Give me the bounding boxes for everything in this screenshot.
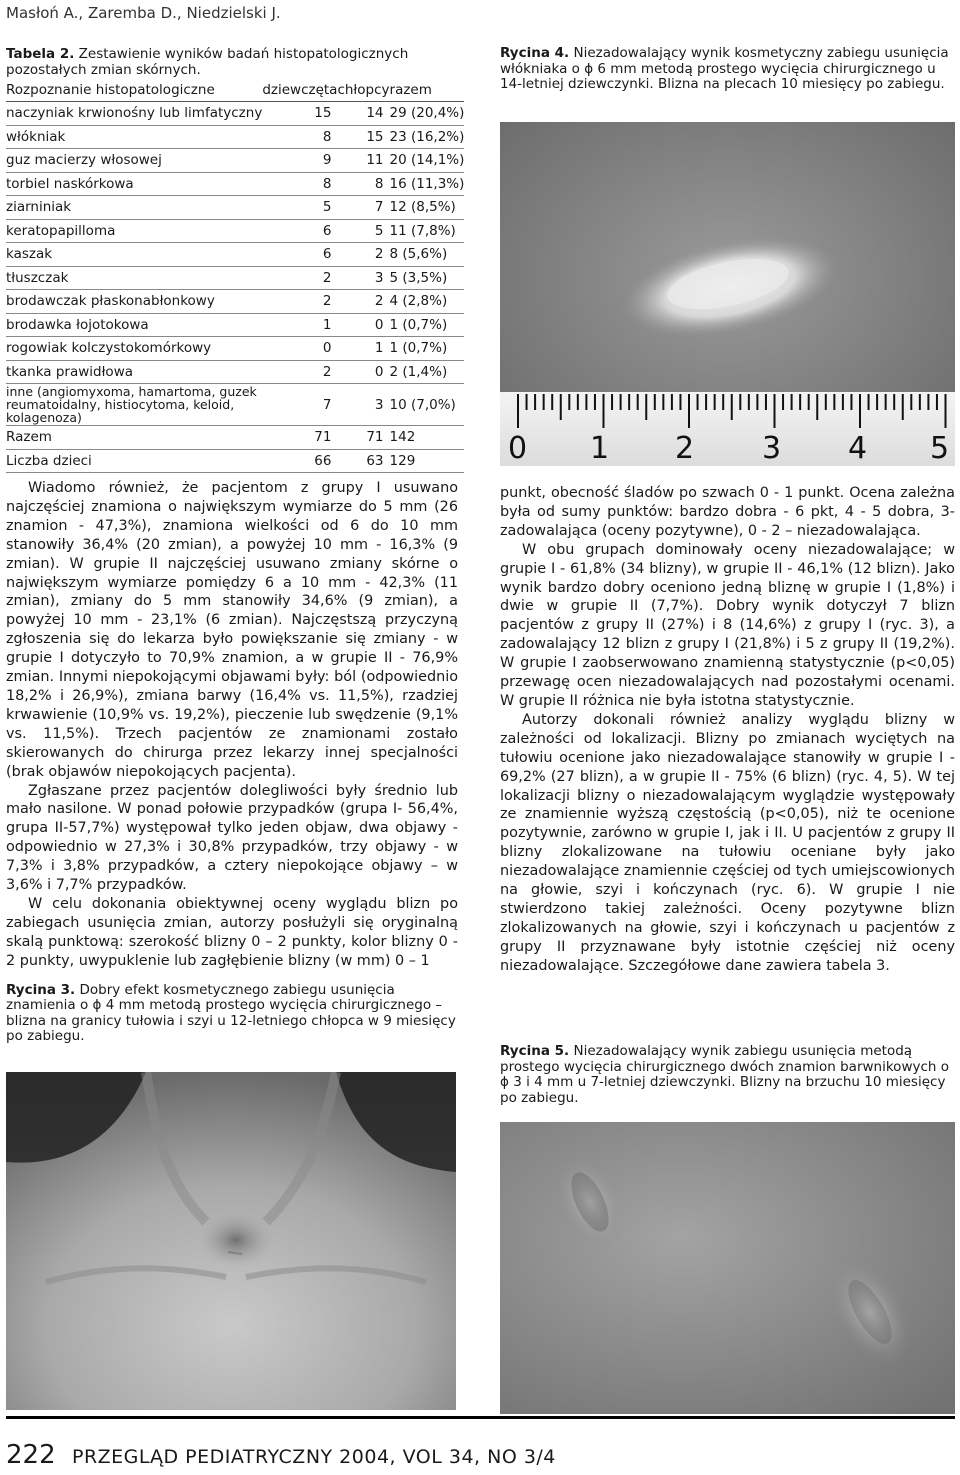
table-cell: 9 — [262, 149, 337, 173]
table-cell: 0 — [262, 337, 337, 361]
column-header: dziewczęta — [262, 80, 337, 102]
table-row — [6, 149, 464, 173]
table-cell: 15 — [262, 102, 337, 126]
table-row — [6, 102, 464, 126]
table-cell: 6 — [262, 219, 337, 243]
table-row — [6, 172, 464, 196]
table-cell: guz macierzy włosowej — [6, 149, 262, 173]
right-body-text — [500, 484, 955, 976]
table-row — [6, 313, 464, 337]
running-header: Masłoń A., Zaremba D., Niedzielski J. — [6, 4, 281, 22]
table-cell: 7 — [337, 196, 389, 220]
paragraph: W celu dokonania obiektywnej oceny wyglądu blizn po zabiegach usunięcia zmian, autorzy posłużyli się oryginalną skalą punktową: szerokość blizny 0 – 2 punkty, kolor blizny 0 - 2 punkty, uwypuklenie lub zagłębienie blizny (w mm) 0 – 1 — [6, 895, 458, 969]
results-table — [6, 80, 464, 473]
table-cell: 15 — [337, 125, 389, 149]
table-cell: 12 (8,5%) — [390, 196, 465, 220]
table-cell: 2 — [262, 266, 337, 290]
table-cell: 2 — [262, 360, 337, 384]
table-cell: torbiel naskórkowa — [6, 172, 262, 196]
ruler-number: 0 — [508, 431, 528, 466]
table-row — [6, 219, 464, 243]
table-cell: 8 (5,6%) — [390, 243, 465, 267]
table-cell: 10 (7,0%) — [390, 384, 465, 426]
footer-rule — [6, 1416, 955, 1419]
figure-label: Rycina 5. — [500, 1043, 570, 1059]
table-cell: keratopapilloma — [6, 219, 262, 243]
table-cell: 1 — [337, 337, 389, 361]
table-cell: 5 (3,5%) — [390, 266, 465, 290]
figure-caption-text: Niezadowalający wynik zabiegu usunięcia metodą prostego wycięcia chirurgicznego dwóch znamion barwnikowych o ϕ 3 i 4 mm u 7-letniej dziewczynki. Blizny na brzuchu 10 miesięcy po zabiegu. — [500, 1043, 950, 1106]
table-cell: ziarniniak — [6, 196, 262, 220]
page-number: 222 — [6, 1440, 56, 1470]
figure-3-photo — [6, 1072, 456, 1410]
table-cell: 8 — [262, 125, 337, 149]
column-header: Rozpoznanie histopatologiczne — [6, 80, 262, 102]
table-cell: 1 (0,7%) — [390, 313, 465, 337]
table-cell: 142 — [390, 426, 465, 450]
table-label: Tabela 2. — [6, 46, 75, 62]
table-cell: 2 (1,4%) — [390, 360, 465, 384]
ruler-number: 3 — [762, 431, 782, 466]
table-cell: 63 — [337, 449, 389, 473]
column-header: chłopcy — [337, 80, 389, 102]
figure-4-caption — [500, 46, 955, 93]
table-row — [6, 266, 464, 290]
table-cell: 71 — [337, 426, 389, 450]
paragraph: W obu grupach dominowały oceny niezadowalające; w grupie I - 61,8% (34 blizny), w grupie II - 46,1% (12 blizn). Jako wynik bardzo dobry oceniono jedną bliznę w grupie I (1,8%) i dwie w grupie II (7,7%). Dobry wynik dotyczył 7 blizn pacjentów z grupy II (27%) i 8 (14,6%) z grupy I (ryc. 3), a zadowalający 12 blizn z grupy I (21,8%) i 5 z grupy II (19,2%). W grupie I zaobserwowano znamienną statystycznie (p<0,05) przewagę ocen niezadowalających nad pozostałymi ocenami. W grupie II różnica nie była istotna statystycznie. — [500, 541, 955, 709]
table-cell: 71 — [262, 426, 337, 450]
paragraph: punkt, obecność śladów po szwach 0 - 1 punkt. Ocena zależna była od sumy punktów: bardzo dobra - 6 pkt, 4 - 5 dobra, 3- zadowalająca (oceny pozytywne), 0 - 2 – niezadowalająca. — [500, 485, 955, 539]
table-body — [6, 102, 464, 473]
table-header-row — [6, 80, 464, 102]
ruler-number: 1 — [590, 431, 610, 466]
ruler-number: 4 — [848, 431, 868, 466]
table-cell: 4 (2,8%) — [390, 290, 465, 314]
table-row — [6, 196, 464, 220]
figure-label: Rycina 3. — [6, 981, 76, 998]
right-column — [500, 45, 955, 1106]
table-cell: brodawka łojotokowa — [6, 313, 262, 337]
table-cell: 1 — [262, 313, 337, 337]
figure-3-caption — [6, 983, 458, 1045]
table-cell: 2 — [262, 290, 337, 314]
table-row — [6, 125, 464, 149]
table-cell: Razem — [6, 426, 262, 450]
table-cell: 11 — [337, 149, 389, 173]
back-scar-photo — [500, 122, 955, 466]
table-cell: 23 (16,2%) — [390, 125, 465, 149]
paragraph: Zgłaszane przez pacjentów dolegliwości były średnio lub mało nasilone. W ponad połowie przypadków (grupa I- 56,4%, grupa II-57,7%) występował tylko jeden objaw, dwa objawy - odpowiednio w 27,3% i 30,8% przypadków, trzy objawy - w 7,3% i 3,8% przypadków, a cztery niepokojące objawy – w 3,6% i 7,7% przypadków. — [6, 782, 458, 894]
left-column — [6, 46, 465, 1045]
table-cell: 3 — [337, 384, 389, 426]
table-cell: 29 (20,4%) — [390, 102, 465, 126]
table-cell: tkanka prawidłowa — [6, 360, 262, 384]
table-row — [6, 384, 464, 426]
neck-scar-photo — [6, 1072, 456, 1410]
table-cell: inne (angiomyxoma, hamartoma, guzek reumatoidalny, histiocytoma, keloid, kolagenoza) — [6, 384, 262, 426]
table-cell: 2 — [337, 243, 389, 267]
table-row — [6, 426, 464, 450]
table-cell: 3 — [337, 266, 389, 290]
figure-label: Rycina 4. — [500, 45, 570, 61]
ruler-number: 5 — [930, 431, 950, 466]
table-cell: Liczba dzieci — [6, 449, 262, 473]
table-row — [6, 243, 464, 267]
table-caption — [6, 46, 458, 78]
table-row — [6, 337, 464, 361]
paragraph: Wiadomo również, że pacjentom z grupy I usuwano najczęściej znamiona o największym wymiarze do 5 mm (26 znamion - 47,3%), znamiona wielkości od 6 do 10 mm stanowiły 36,4% (20 zmian), a powyżej 10 mm - 16,3% (9 zmian). W grupie II najczęściej usuwano zmiany skórne o największym wymiarze pomiędzy 6 a 10 mm - 42,3% (11 zmian), zmiany do 5 mm stanowiły 34,6% (9 zmian), a powyżej 10 mm - 23,1% (6 zmian). Najczęstszą przyczyną zgłoszenia się do lekarza było powiększanie się zmiany - w grupie I dotyczyło to 70,9% znamion, a w grupie II - 76,9% zmian. Innymi niepokojącymi objawami były: ból (odpowiednio 18,2% i 26,9%), zmiana barwy (16,4% vs. 11,5%), rzadziej krwawienie (10,9% vs. 19,2%), pieczenie lub swędzenie (9,1% vs. 11,5%). Trzech pacjentów ze znamionami zostało skierowanych do chirurga przez lekarzy innej specjalności (brak objawów niepokojących pacjenta). — [6, 480, 458, 780]
table-cell: rogowiak kolczystokomórkowy — [6, 337, 262, 361]
table-row — [6, 290, 464, 314]
table-cell: 66 — [262, 449, 337, 473]
table-cell: 6 — [262, 243, 337, 267]
table-title: Zestawienie wyników badań histopatologicznych pozostałych zmian skórnych. — [6, 46, 409, 78]
figure-4-photo — [500, 122, 955, 466]
table-cell: 8 — [262, 172, 337, 196]
table-cell: 0 — [337, 360, 389, 384]
table-cell: 5 — [337, 219, 389, 243]
column-header: razem — [390, 80, 465, 102]
table-cell: 11 (7,8%) — [390, 219, 465, 243]
figure-caption-text: Dobry efekt kosmetycznego zabiegu usunięcia znamienia o ϕ 4 mm metodą prostego wycięcia chirurgicznego – blizna na granicy tułowia i szyi u 12-letniego chłopca w 9 miesięcy po zabiegu. — [6, 981, 456, 1045]
abdomen-scars-photo — [500, 1122, 955, 1414]
journal-name: PRZEGLĄD PEDIATRYCZNY 2004, VOL 34, NO 3/4 — [72, 1446, 556, 1468]
table-cell: 16 (11,3%) — [390, 172, 465, 196]
table-cell: 20 (14,1%) — [390, 149, 465, 173]
figure-caption-text: Niezadowalający wynik kosmetyczny zabiegu usunięcia włókniaka o ϕ 6 mm metodą prostego wycięcia chirurgicznego u 14-letniej dziewczynki. Blizna na plecach 10 miesięcy po zabiegu. — [500, 45, 949, 92]
table-cell: 7 — [262, 384, 337, 426]
table-cell: 8 — [337, 172, 389, 196]
table-cell: tłuszczak — [6, 266, 262, 290]
table-row — [6, 449, 464, 473]
table-cell: brodawczak płaskonabłonkowy — [6, 290, 262, 314]
figure-5-caption — [500, 1044, 955, 1106]
figure-5-photo — [500, 1122, 955, 1414]
table-cell: 129 — [390, 449, 465, 473]
table-cell: 5 — [262, 196, 337, 220]
ruler-number: 2 — [675, 431, 695, 466]
paragraph: Autorzy dokonali również analizy wyglądu blizny w zależności od lokalizacji. Blizny po zmianach wyciętych na tułowiu ocenione jako niezadowalające stanowiły w grupie I - 69,2% (27 blizn), a w grupie II - 75% (6 blizn) (ryc. 4, 5). W tej lokalizacji blizny o niezadowalającym wyglądzie występowały ze znamiennie wyższą częstością (p<0,05), niż te ocenione pozytywnie, zarówno w grupie I, jak i II. U pacjentów z grupy II blizny zlokalizowane na tułowiu oceniane były jako niezadowalające znamiennie częściej od tych umiejscowionych na głowie, szyi i kończynach (ryc. 6). W grupie I nie stwierdzono takiej zależności. Oceny pozytywne blizn zlokalizowanych na głowie, szyi i kończynach u pacjentów z grupy II przyznawane były istotnie częściej niż oceny niezadowalające. Szczegółowe dane zawiera tabela 3. — [500, 711, 955, 974]
table-cell: włókniak — [6, 125, 262, 149]
table-cell: 0 — [337, 313, 389, 337]
table-cell: 2 — [337, 290, 389, 314]
table-cell: kaszak — [6, 243, 262, 267]
left-body-text — [6, 479, 458, 971]
table-cell: 14 — [337, 102, 389, 126]
table-cell: 1 (0,7%) — [390, 337, 465, 361]
table-cell: naczyniak krwionośny lub limfatyczny — [6, 102, 262, 126]
table-row — [6, 360, 464, 384]
